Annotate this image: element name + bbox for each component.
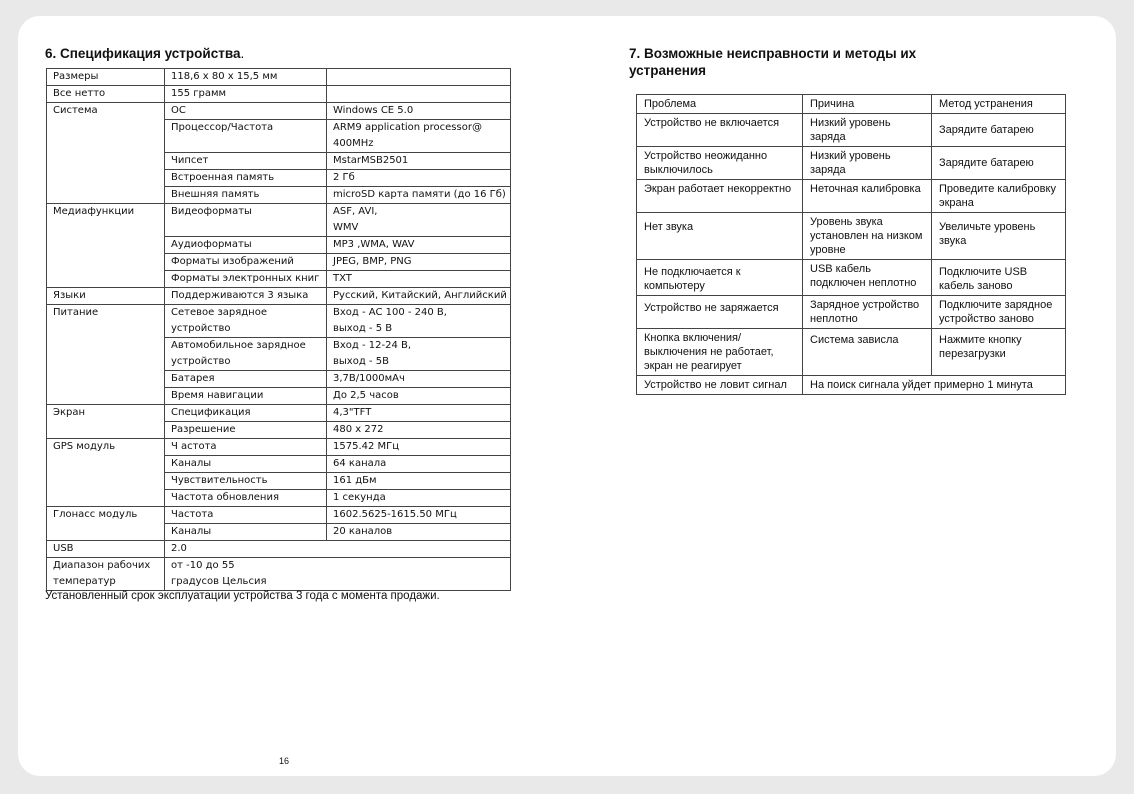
spec-group-label	[47, 558, 165, 591]
problem-cell: Устройство не включается	[637, 114, 803, 147]
spec-empty	[327, 69, 511, 86]
problem-cell: Экран работает некорректно	[637, 180, 803, 213]
spec-label-line: Диапазон рабочих	[53, 560, 151, 571]
spec-value: 2 Гб	[327, 170, 511, 187]
spec-sublabel: Разрешение	[165, 422, 327, 439]
spec-sublabel: Ч астота	[165, 439, 327, 456]
spec-value: 1 секунда	[327, 490, 511, 507]
spec-group-label: USB	[47, 541, 165, 558]
table-row	[637, 260, 1066, 296]
spec-value: 64 канала	[327, 456, 511, 473]
spec-value-line: ARM9 application processor@	[333, 122, 482, 133]
spec-value-line: ASF, AVI,	[333, 206, 378, 217]
cause-cell: На поиск сигнала уйдет примерно 1 минута	[803, 376, 1066, 395]
spec-sublabel: ОС	[165, 103, 327, 120]
table-row	[637, 213, 1066, 260]
specification-heading-text: 6. Спецификация устройства	[45, 46, 241, 61]
table-row	[637, 329, 1066, 376]
spec-value: TXT	[327, 271, 511, 288]
problem-cell: Устройство неожиданно выключилось	[637, 147, 803, 180]
spec-sublabel: Встроенная память	[165, 170, 327, 187]
table-row	[637, 376, 1066, 395]
spec-value: 4,3"TFT	[327, 405, 511, 422]
cause-cell: Неточная калибровка	[803, 180, 932, 213]
spec-row	[47, 86, 511, 103]
troubleshooting-table	[636, 94, 1066, 395]
troubleshooting-heading: 7. Возможные неисправности и методы их устранения	[629, 46, 917, 78]
service-life-note: Установленный срок эксплуатации устройства 3 года с момента продажи.	[45, 590, 440, 602]
spec-sublabel: Чипсет	[165, 153, 327, 170]
spec-value	[327, 204, 511, 237]
spec-label-line: температур	[53, 576, 116, 587]
page-number: 16	[279, 756, 290, 766]
spec-value: MP3 ,WMA, WAV	[327, 237, 511, 254]
spec-value	[327, 338, 511, 371]
spec-value	[327, 305, 511, 338]
spec-sublabel	[165, 338, 327, 371]
spec-sublabel: Форматы электронных книг	[165, 271, 327, 288]
column-header-solution: Метод устранения	[932, 95, 1066, 114]
spec-row	[47, 541, 511, 558]
spec-row	[47, 204, 511, 237]
spec-empty	[327, 86, 511, 103]
solution-cell: Зарядите батарею	[932, 147, 1066, 180]
spec-label: Все нетто	[47, 86, 165, 103]
spec-row	[47, 288, 511, 305]
specification-heading-dot: .	[240, 46, 245, 61]
spec-sublabel: Частота	[165, 507, 327, 524]
spec-row	[47, 305, 511, 338]
spec-sublabel	[165, 305, 327, 338]
spec-group-label: Система	[47, 103, 165, 204]
spec-row	[47, 507, 511, 524]
spec-value-line: Вход - 12-24 В,	[333, 340, 412, 351]
problem-cell: Устройство не ловит сигнал	[637, 376, 803, 395]
spec-sublabel: Форматы изображений	[165, 254, 327, 271]
spec-group-label: Глонасс модуль	[47, 507, 165, 541]
spec-value-line: выход - 5В	[333, 356, 389, 367]
spec-value: 3,7В/1000мАч	[327, 371, 511, 388]
table-header-row	[637, 95, 1066, 114]
spec-row	[47, 558, 511, 591]
spec-label-line: Автомобильное зарядное	[171, 340, 306, 351]
spec-value-line: Вход - AC 100 - 240 В,	[333, 307, 447, 318]
spec-value: 155 грамм	[165, 86, 327, 103]
spec-value: 480 x 272	[327, 422, 511, 439]
spec-sublabel: Частота обновления	[165, 490, 327, 507]
spec-sublabel: Процессор/Частота	[165, 120, 327, 153]
spec-row	[47, 69, 511, 86]
spec-sublabel: Батарея	[165, 371, 327, 388]
spec-value	[327, 120, 511, 153]
cause-cell: Уровень звука установлен на низком уровне	[803, 213, 932, 260]
solution-cell: Подключите зарядное устройство заново	[932, 296, 1066, 329]
spec-group-label: GPS модуль	[47, 439, 165, 507]
cause-cell: Низкий уровень заряда	[803, 114, 932, 147]
solution-cell: Подключите USB кабель заново	[932, 260, 1066, 296]
problem-cell: Устройство не заряжается	[637, 296, 803, 329]
spec-value: microSD карта памяти (до 16 Гб)	[327, 187, 511, 204]
solution-cell: Увеличьте уровень звука	[932, 213, 1066, 260]
spec-row	[47, 405, 511, 422]
spec-value-line: выход - 5 В	[333, 323, 393, 334]
spec-value: 1575.42 МГц	[327, 439, 511, 456]
cause-cell: Низкий уровень заряда	[803, 147, 932, 180]
spec-value	[165, 558, 511, 591]
spec-group-label: Языки	[47, 288, 165, 305]
spec-sublabel: Время навигации	[165, 388, 327, 405]
spec-sublabel: Аудиоформаты	[165, 237, 327, 254]
solution-cell: Проведите калибровку экрана	[932, 180, 1066, 213]
spec-sublabel: Внешняя память	[165, 187, 327, 204]
spec-value: 20 каналов	[327, 524, 511, 541]
spec-value: 161 дБм	[327, 473, 511, 490]
spec-sublabel: Спецификация	[165, 405, 327, 422]
spec-label: Размеры	[47, 69, 165, 86]
solution-cell: Нажмите кнопку перезагрузки	[932, 329, 1066, 376]
spec-group-label: Питание	[47, 305, 165, 405]
column-header-problem: Проблема	[637, 95, 803, 114]
spec-value: 2.0	[165, 541, 511, 558]
spec-sublabel: Поддерживаются 3 языка	[165, 288, 327, 305]
problem-cell: Нет звука	[637, 213, 803, 260]
table-row	[637, 180, 1066, 213]
spec-value-line: градусов Цельсия	[171, 576, 267, 587]
cause-cell: Система зависла	[803, 329, 932, 376]
cause-cell: USB кабель подключен неплотно	[803, 260, 932, 296]
spec-label-line: Сетевое зарядное	[171, 307, 267, 318]
spec-row	[47, 103, 511, 120]
spec-sublabel: Чувствительность	[165, 473, 327, 490]
spec-value-line: 400MHz	[333, 138, 374, 149]
table-row	[637, 147, 1066, 180]
spec-sublabel: Видеоформаты	[165, 204, 327, 237]
spec-value-line: WMV	[333, 222, 359, 233]
spec-row	[47, 439, 511, 456]
solution-cell: Зарядите батарею	[932, 114, 1066, 147]
spec-label-line: устройство	[171, 356, 231, 367]
spec-value: MstarMSB2501	[327, 153, 511, 170]
column-header-cause: Причина	[803, 95, 932, 114]
spec-label-line: устройство	[171, 323, 231, 334]
spec-value: JPEG, BMP, PNG	[327, 254, 511, 271]
spec-value: Русский, Китайский, Английский	[327, 288, 511, 305]
table-row	[637, 296, 1066, 329]
spec-sublabel: Каналы	[165, 524, 327, 541]
table-row	[637, 114, 1066, 147]
spec-value: Windows CE 5.0	[327, 103, 511, 120]
spec-sublabel: Каналы	[165, 456, 327, 473]
spec-value: 118,6 x 80 x 15,5 мм	[165, 69, 327, 86]
spec-value: 1602.5625-1615.50 МГц	[327, 507, 511, 524]
spec-group-label: Медиафункции	[47, 204, 165, 288]
problem-cell: Не подключается к компьютеру	[637, 260, 803, 296]
specification-table	[46, 68, 511, 591]
cause-cell: Зарядное устройство неплотно	[803, 296, 932, 329]
spec-group-label: Экран	[47, 405, 165, 439]
spec-value: До 2,5 часов	[327, 388, 511, 405]
spec-value-line: от -10 до 55	[171, 560, 235, 571]
problem-cell: Кнопка включения/выключения не работает, экран не реагирует	[637, 329, 803, 376]
specification-heading	[45, 45, 244, 62]
